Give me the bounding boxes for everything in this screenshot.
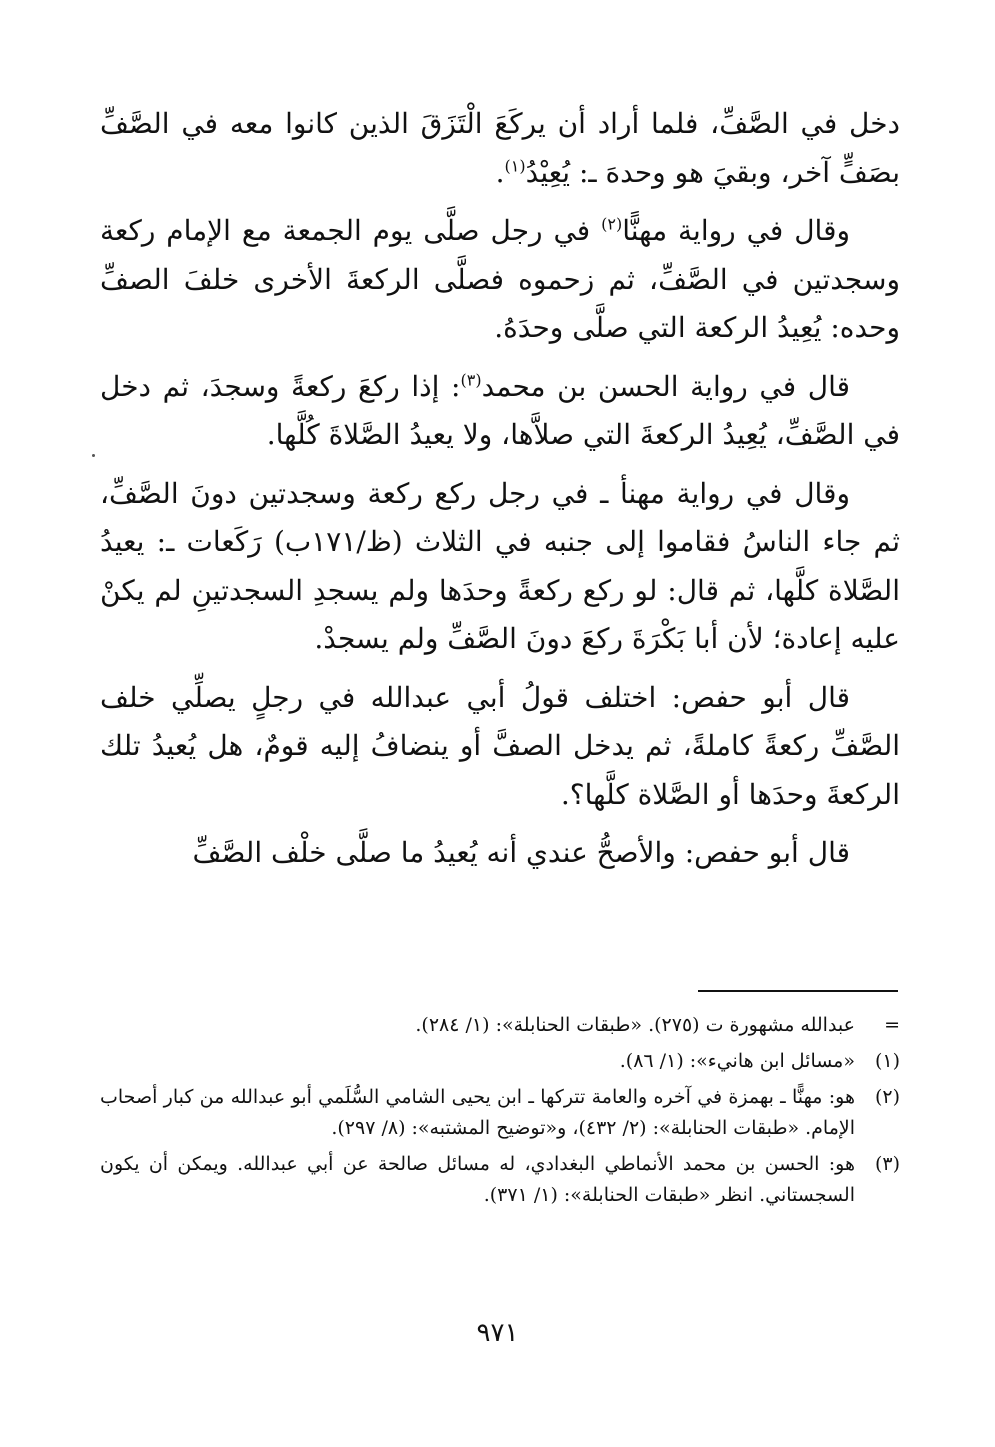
footnote-3 [100, 1149, 900, 1211]
paragraph-2 [100, 207, 900, 353]
paragraph-4 [100, 470, 900, 664]
paragraph-5-text: قال أبو حفص: اختلف قولُ أبي عبدالله في رجلٍ يصلِّي خلف الصَّفِّ ركعةً كاملةً، ثم يدخل الصفَّ أو ينضافُ إليه قومٌ، هل يُعيدُ تلك الركعةَ وحدَها أو الصَّلاة كلَّها؟. [100, 680, 900, 811]
footnotes [100, 1010, 900, 1216]
margin-speck [92, 454, 95, 457]
paragraph-6-text: قال أبو حفص: والأصحُّ عندي أنه يُعيدُ ما صلَّى خلْف الصَّفِّ [192, 836, 850, 869]
footnote-text: عبدالله مشهورة ت (٢٧٥). «طبقات الحنابلة»: (١/ ٢٨٤). [415, 1014, 855, 1036]
footnote-ref-1: (١) [504, 156, 526, 176]
footnote-text: «مسائل ابن هانيء»: (١/ ٨٦). [619, 1050, 855, 1072]
main-text [100, 100, 900, 888]
footnote-marker: (٣) [874, 1153, 900, 1175]
footnote-1 [100, 1046, 900, 1077]
footnote-ref-3: (٣) [460, 370, 482, 390]
footnote-2 [100, 1082, 900, 1144]
footnote-marker: (٢) [874, 1086, 900, 1108]
paragraph-1-end: . [495, 155, 505, 189]
paragraph-5 [100, 674, 900, 820]
paragraph-6 [100, 829, 900, 878]
paragraph-3-text: قال في رواية الحسن بن محمد [481, 369, 850, 403]
footnote-text: هو: الحسن بن محمد الأنماطي البغدادي، له مسائل صالحة عن أبي عبدالله. ويمكن أن يكون السجستاني. انظر «طبقات الحنابلة»: (١/ ٣٧١). [100, 1153, 855, 1206]
paragraph-1 [100, 100, 900, 197]
paragraph-2-rest: في رجل صلَّى يوم الجمعة مع الإمام ركعة وسجدتين في الصَّفِّ، ثم زحموه فصلَّى الركعةَ الأخرى خلفَ الصفِّ وحده: يُعِيدُ الركعة التي صلَّى وحدَهُ. [100, 214, 900, 344]
page-number: ٩٧١ [476, 1318, 519, 1348]
paragraph-3-rest: : إذا ركعَ ركعةً وسجدَ، ثم دخل في الصَّفِّ، يُعِيدُ الركعةَ التي صلاَّها، ولا يعيدُ الصَّلاةَ كُلَّها. [100, 369, 900, 451]
footnote-marker: = [884, 1014, 900, 1036]
paragraph-1-text: دخل في الصَّفِّ، فلما أراد أن يركَعَ الْتَزَقَ الذين كانوا معه في الصَّفِّ بصَفٍّ آخر، وبقيَ هو وحدهَ ـ: يُعِيْدُ [100, 107, 900, 189]
footnote-text: هو: مهنًّا ـ بهمزة في آخره والعامة تتركها ـ ابن يحيى الشامي السُّلَمي أبو عبدالله من كبار أصحاب الإمام. «طبقات الحنابلة»: (٢/ ٤٣٢)، و«توضيح المشتبه»: (٨/ ٢٩٧). [100, 1086, 855, 1139]
footnote-separator [698, 990, 898, 992]
footnote-ref-2: (٢) [601, 214, 623, 234]
footnote-marker: (١) [874, 1050, 900, 1072]
footnote-continuation [100, 1010, 900, 1041]
paragraph-3 [100, 363, 900, 460]
paragraph-2-text: وقال في رواية مهنًّا [622, 214, 850, 247]
paragraph-4-text: وقال في رواية مهنأ ـ في رجل ركع ركعة وسجدتين دونَ الصَّفِّ، ثم جاء الناسُ فقاموا إلى جنبه في الثلاث (ظ/١٧١ب) رَكَعات ـ: يعيدُ الصَّلاة كلَّها، ثم قال: لو ركع ركعةً وحدَها ولم يسجدِ السجدتينِ لم يكنْ عليه إعادة؛ لأن أبا بَكْرَةَ ركعَ دونَ الصَّفِّ ولم يسجدْ. [100, 476, 900, 655]
